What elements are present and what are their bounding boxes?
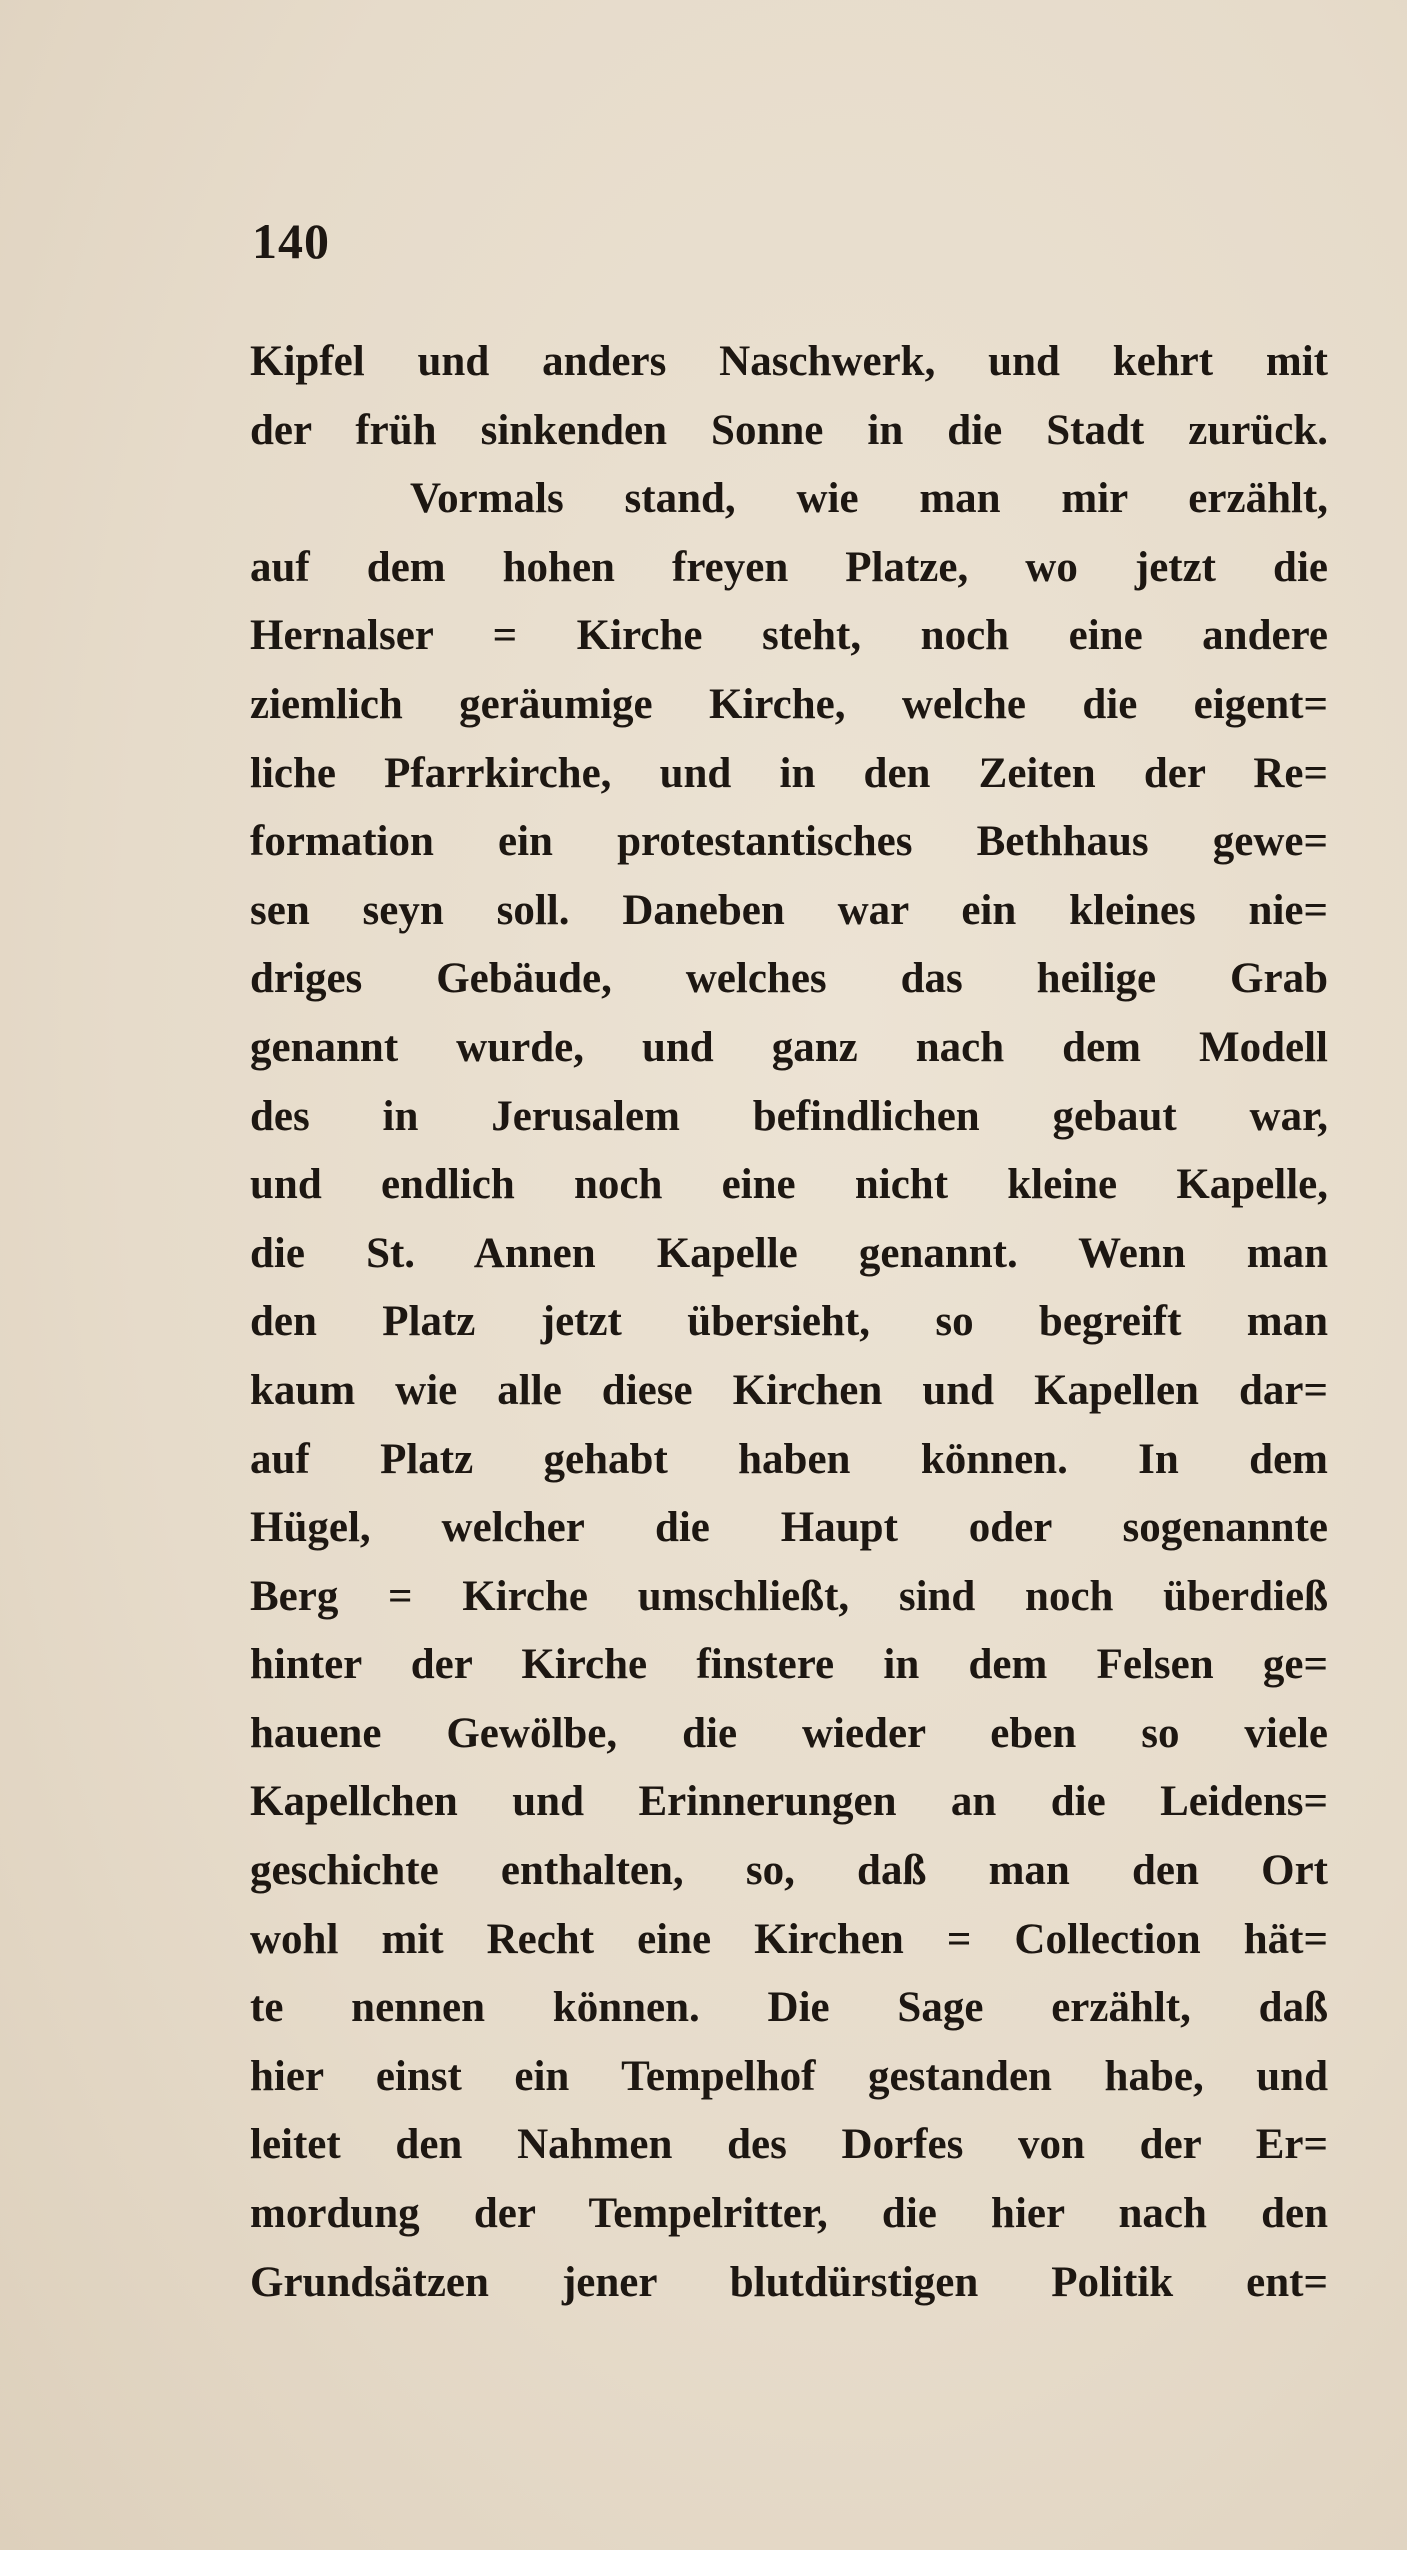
text-line: Grundsätzen jener blutdürstigen Politik ent= xyxy=(250,2258,1328,2306)
page-number: 140 xyxy=(252,213,330,269)
text-line: ziemlich geräumige Kirche, welche die eigent= xyxy=(250,680,1328,728)
text-line: geschichte enthalten, so, daß man den Ort xyxy=(250,1847,1328,1895)
text-line: und endlich noch eine nicht kleine Kapelle, xyxy=(250,1161,1328,1209)
text-line: die St. Annen Kapelle genannt. Wenn man xyxy=(250,1229,1328,1277)
text-line: hier einst ein Tempelhof gestanden habe, und xyxy=(250,2052,1328,2100)
text-line: Hernalser = Kirche steht, noch eine andere xyxy=(250,612,1328,660)
text-line: te nennen können. Die Sage erzählt, daß xyxy=(250,1984,1328,2032)
text-line: sen seyn soll. Daneben war ein kleines nie= xyxy=(250,886,1328,934)
text-line: Hügel, welcher die Haupt oder sogenannte xyxy=(250,1504,1328,1552)
text-line: leitet den Nahmen des Dorfes von der Er= xyxy=(250,2121,1328,2169)
text-line: der früh sinkenden Sonne in die Stadt zurück. xyxy=(250,406,1328,454)
text-line: genannt wurde, und ganz nach dem Modell xyxy=(250,1023,1328,1071)
text-line: driges Gebäude, welches das heilige Grab xyxy=(250,955,1328,1003)
text-line: Vormals stand, wie man mir erzählt, xyxy=(410,475,1328,523)
text-line: mordung der Tempelritter, die hier nach den xyxy=(250,2190,1328,2238)
text-line: Kipfel und anders Naschwerk, und kehrt mit xyxy=(250,338,1328,385)
text-line: den Platz jetzt übersieht, so begreift man xyxy=(250,1298,1328,1346)
text-line: hinter der Kirche finstere in dem Felsen ge= xyxy=(250,1641,1328,1689)
body-text xyxy=(250,328,1328,2317)
text-line: liche Pfarrkirche, und in den Zeiten der Re= xyxy=(250,749,1328,797)
text-line: kaum wie alle diese Kirchen und Kapellen dar= xyxy=(250,1366,1328,1414)
text-line: des in Jerusalem befindlichen gebaut war, xyxy=(250,1092,1328,1140)
text-line: Kapellchen und Erinnerungen an die Leidens= xyxy=(250,1778,1328,1826)
text-line: auf Platz gehabt haben können. In dem xyxy=(250,1435,1328,1483)
text-line: hauene Gewölbe, die wieder eben so viele xyxy=(250,1709,1328,1757)
text-line: auf dem hohen freyen Platze, wo jetzt die xyxy=(250,543,1328,591)
text-line: formation ein protestantisches Bethhaus gewe= xyxy=(250,818,1328,866)
text-line: wohl mit Recht eine Kirchen = Collection hät= xyxy=(250,1915,1328,1963)
text-line: Berg = Kirche umschließt, sind noch überdieß xyxy=(250,1572,1328,1620)
